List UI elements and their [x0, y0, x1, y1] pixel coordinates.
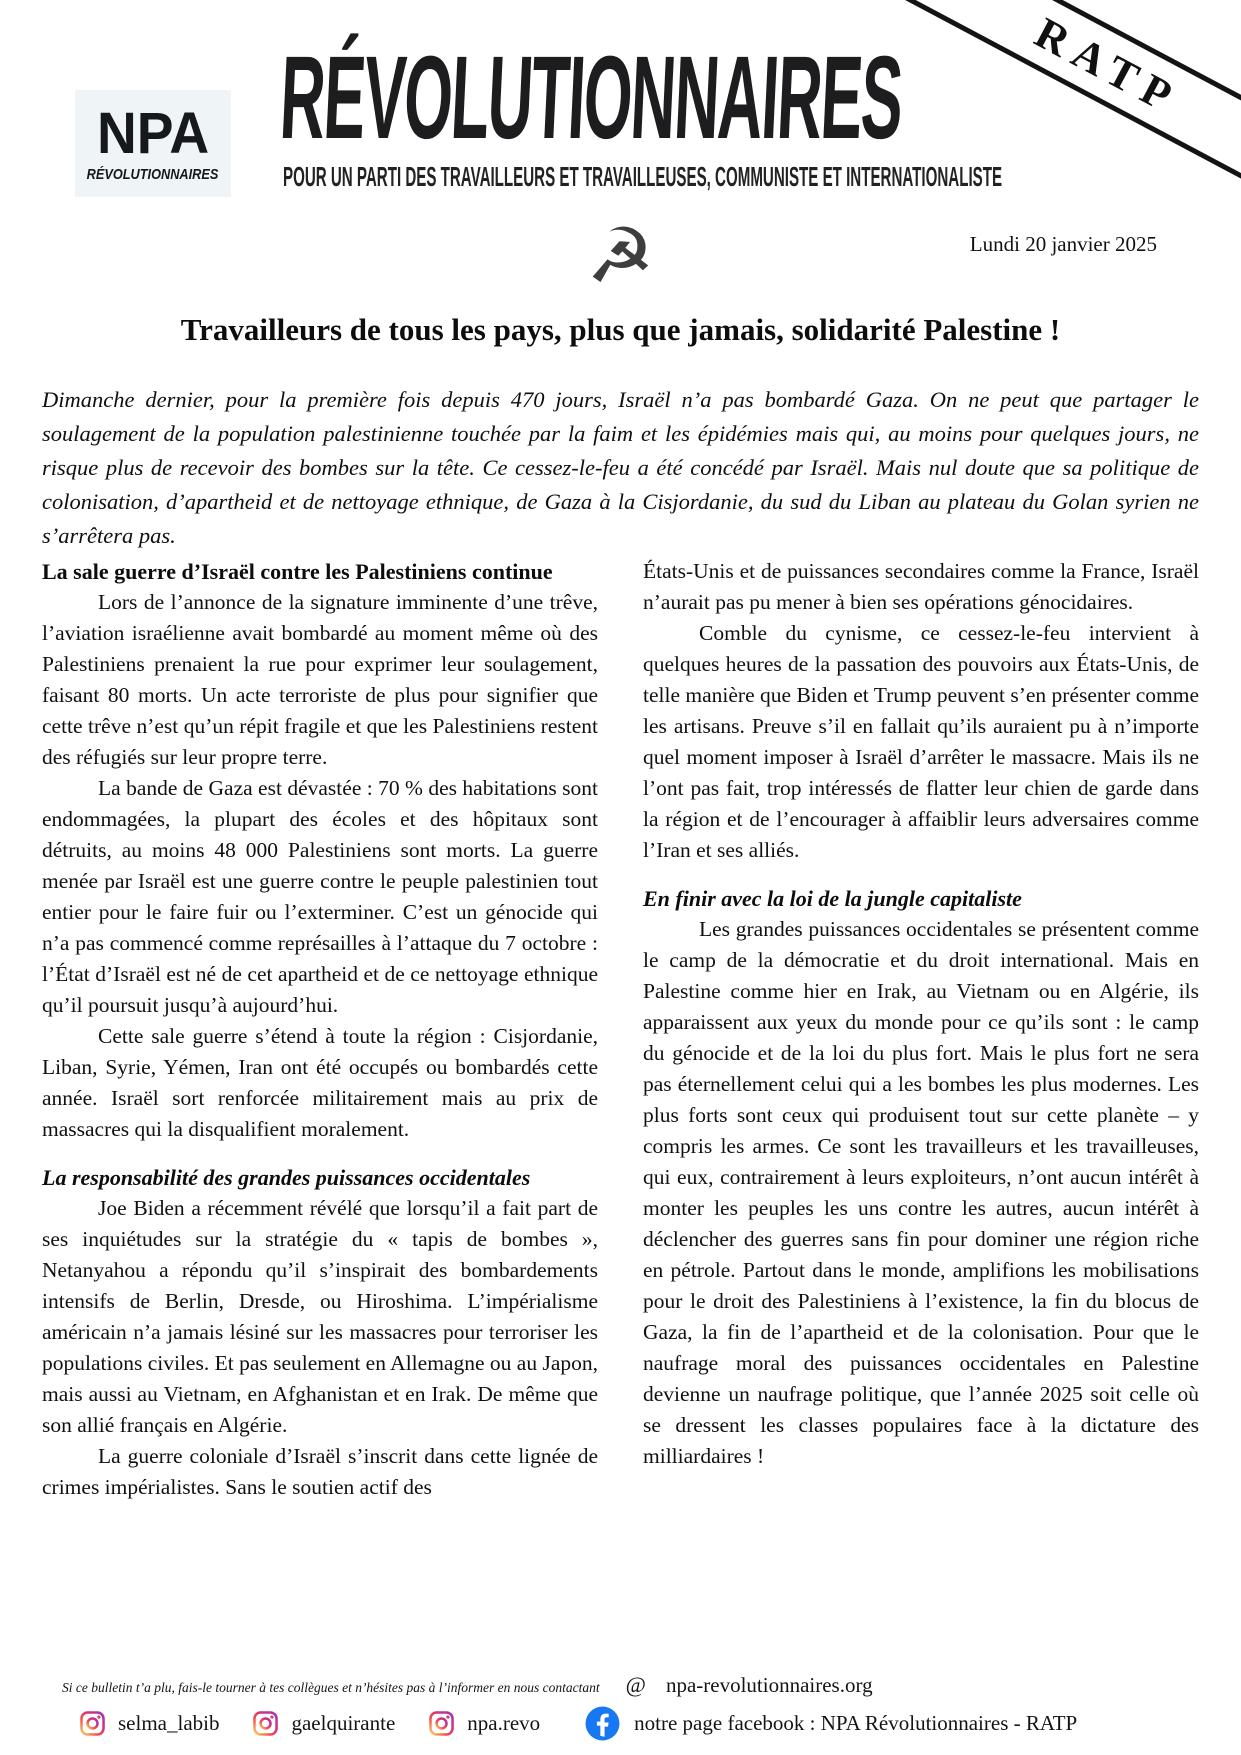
- paragraph: Les grandes puissances occidentales se présentent comme le camp de la démocratie et du droit international. Mais en Palestine comme hier en Irak, au Vietnam ou en Algérie, ils apparaissent aux yeux du monde pour ce qu’ils sont : le camp du génocide et de la loi du plus fort. Mais le plus fort ne sera pas éternellement celui qui a les bombes les plus modernes. Les plus forts sont ceux qui produisent tout sur cette planète – y compris les armes. Ce sont les travailleurs et les travailleuses, qui eux, contrairement à leurs exploiteurs, n’ont aucun intérêt à monter les peuples les uns contre les autres, aucun intérêt à déclencher des guerres sans fin pour dominer une région riche en pétrole. Partout dans le monde, amplifions les mobilisations pour le droit des Palestiniens à l’existence, la fin du blocus de Gaza, la fin de l’apartheid et de la colonisation. Pour que le naufrage moral des puissances occidentales en Palestine devienne un naufrage politique, que l’année 2025 soit celle où se dressent les classes populaires face à la dictature des milliardaires !: [643, 917, 1199, 1468]
- hammer-and-sickle-icon: ☭: [586, 211, 655, 300]
- masthead: [277, 32, 1003, 192]
- facebook-icon[interactable]: [584, 1705, 621, 1742]
- article-body: [42, 556, 1199, 1503]
- website-link[interactable]: npa-revolutionnaires.org: [665, 1673, 873, 1697]
- instagram-icon[interactable]: [253, 1711, 278, 1736]
- paragraph: La guerre coloniale d’Israël s’inscrit dans cette lignée de crimes impérialistes. Sans le soutien actif des: [42, 1444, 598, 1499]
- footer-social-row: [42, 1705, 1199, 1742]
- npa-logo: [75, 90, 231, 197]
- footer-contact-row: [42, 1672, 1199, 1698]
- paragraph: La bande de Gaza est dévastée : 70 % des habitations sont endommagées, la plupart des écoles et des hôpitaux sont détruits, au moins 48 000 Palestiniens sont morts. La guerre menée par Israël est une guerre contre le peuple palestinien tout entier pour le faire fuir ou l’exterminer. C’est un génocide qui n’a pas commencé comme représailles à l’attaque du 7 octobre : l’État d’Israël est né de cet apartheid et de ce nettoyage ethnique qu’il poursuit jusqu’à aujourd’hui.: [42, 776, 598, 1017]
- section-subheading: En finir avec la loi de la jungle capitaliste: [643, 886, 1022, 911]
- paragraph: Comble du cynisme, ce cessez-le-feu intervient à quelques heures de la passation des pouvoirs aux États-Unis, de telle manière que Biden et Trump peuvent s’en présenter comme les artisans. Preuve s’il en fallait qu’ils auraient pu à n’importe quel moment imposer à Israël d’arrêter le massacre. Mais ils ne l’ont pas fait, trop intéressés de flatter leur chien de garde dans la région et de l’encourager à affaiblir leurs adversaires comme l’Iran et ses alliés.: [643, 621, 1199, 862]
- masthead-subtitle: POUR UN PARTI DES TRAVAILLEURS ET TRAVAILLEUSES, COMMUNISTE ET INTERNATIONALISTE: [283, 160, 1003, 192]
- paragraph: Joe Biden a récemment révélé que lorsqu’il a fait part de ses inquiétudes sur la stratégie du « tapis de bombes », Netanyahou a répondu qu’il s’inspirait des bombardements intensifs de Berlin, Dresde, ou Hiroshima. L’impérialisme américain n’a jamais lésiné sur les massacres pour terroriser les populations civiles. Et pas seulement en Allemagne ou au Japon, mais aussi au Vietnam, en Afghanistan et en Irak. De même que son allié français en Algérie.: [42, 1196, 598, 1437]
- instagram-icon[interactable]: [80, 1711, 105, 1736]
- paragraph: Cette sale guerre s’étend à toute la région : Cisjordanie, Liban, Syrie, Yémen, Iran ont été occupés ou bombardés cette année. Israël sort renforcée militairement mais au prix de massacres qui la disqualifient moralement.: [42, 1024, 598, 1141]
- instagram-handle[interactable]: selma_labib: [118, 1711, 220, 1735]
- section-subheading: La responsabilité des grandes puissances occidentales: [42, 1165, 531, 1190]
- paragraph-continuation: États-Unis et de puissances secondaires comme la France, Israël n’aurait pas pu mener à bien ses opérations génocidaires.: [643, 559, 1199, 614]
- footer: [42, 1672, 1199, 1742]
- masthead-title: RÉVOLUTIONNAIRES: [277, 32, 905, 164]
- right-column: [643, 556, 1199, 1503]
- npa-logo-acronym: NPA: [96, 101, 210, 166]
- corner-banner-label: RATP: [1027, 7, 1189, 125]
- headline: Travailleurs de tous les pays, plus que jamais, solidarité Palestine !: [180, 312, 1061, 347]
- facebook-page-label[interactable]: notre page facebook : NPA Révolutionnaires - RATP: [634, 1711, 1078, 1735]
- section-heading: La sale guerre d’Israël contre les Palestiniens continue: [42, 559, 553, 584]
- left-column: [42, 556, 598, 1503]
- footer-note: Si ce bulletin t’a plu, fais-le tourner à tes collègues et n’hésites pas à l’informer en nous contactant: [62, 1680, 600, 1695]
- paragraph: Lors de l’annonce de la signature imminente d’une trêve, l’aviation israélienne avait bombardé au moment même où des Palestiniens prenaient la rue pour exprimer leur soulagement, faisant 80 morts. Un acte terroriste de plus pour signifier que cette trêve n’est qu’un répit fragile et que les Palestiniens restent des réfugiés sur leur propre terre.: [42, 590, 598, 769]
- instagram-icon[interactable]: [429, 1711, 454, 1736]
- npa-logo-subtitle: RÉVOLUTIONNAIRES: [87, 166, 219, 183]
- instagram-handle[interactable]: gaelquirante: [291, 1711, 396, 1735]
- intro-paragraph: Dimanche dernier, pour la première fois depuis 470 jours, Israël n’a pas bombardé Gaza. On ne peut que partager le soulagement de la population palestinienne touchée par la faim et les épidémies mais qui, au moins pour quelques jours, ne risque plus de recevoir des bombes sur la tête. Ce cessez-le-feu a été concédé par Israël. Mais nul doute que sa politique de colonisation, d’apartheid et de nettoyage ethnique, de Gaza à la Cisjordanie, du sud du Liban au plateau du Golan syrien ne s’arrêtera pas.: [42, 387, 1199, 548]
- issue-date: Lundi 20 janvier 2025: [969, 232, 1157, 256]
- instagram-handle[interactable]: npa.revo: [467, 1711, 541, 1735]
- at-symbol-icon: @: [625, 1672, 646, 1697]
